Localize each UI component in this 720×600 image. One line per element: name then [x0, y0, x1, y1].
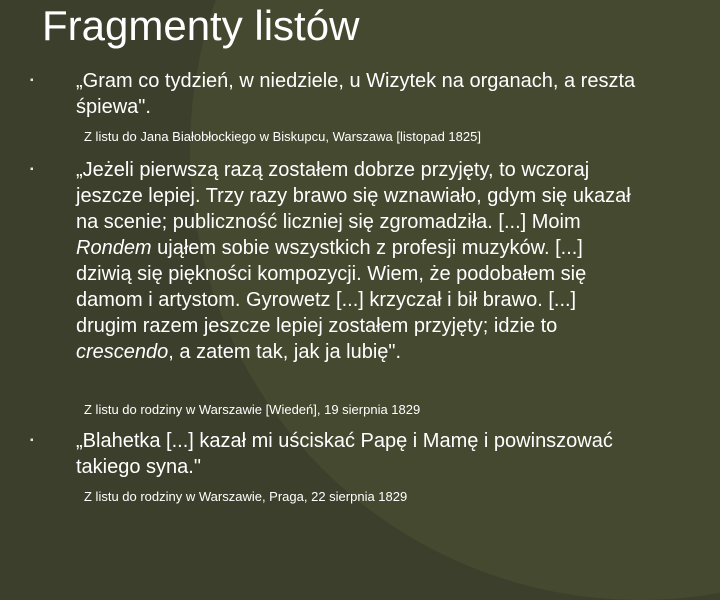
quote-3-text: „Blahetka [...] kazał mi uściskać Papę i Mamę i powinszować takiego syna." [76, 430, 613, 478]
quote-1 [30, 68, 636, 120]
quote-2-term-crescendo: crescendo [76, 341, 169, 363]
quote-2 [30, 157, 636, 365]
bullet-icon: ▪ [30, 435, 34, 446]
slide-title: Fragmenty listów [42, 2, 360, 49]
bullet-icon: ▪ [30, 75, 34, 86]
quote-1-source: Z listu do Jana Białobłockiego w Biskupcu, Warszawa [listopad 1825] [84, 129, 481, 144]
quote-2-source: Z listu do rodziny w Warszawie [Wiedeń], 19 sierpnia 1829 [84, 402, 421, 417]
bullet-icon: ▪ [30, 164, 34, 175]
quote-3 [30, 428, 636, 480]
quote-2-text-a: „Jeżeli pierwszą razą zostałem dobrze przyjęty, to wczoraj jeszcze lepiej. Trzy razy brawo się wznawiało, gdym się ukazał na scenie; publiczność liczniej się zgromadziła. [...] Moim [76, 159, 631, 233]
quote-2-title-rondo: Rondem [76, 237, 152, 259]
quote-2-text-b: ująłem sobie wszystkich z profesji muzyków. [...] dziwią się piękności kompozycji. Wiem, że podobałem się damom i artystom. Gyrowetz [...] krzyczał i bił brawo. [...] drugim razem jeszcze lepiej zostałem przyjęty; idzie to [76, 237, 587, 337]
quote-1-text: „Gram co tydzień, w niedziele, u Wizytek na organach, a reszta śpiewa". [76, 70, 636, 118]
quote-2-text-c: , a zatem tak, jak ja lubię". [168, 341, 402, 363]
quote-3-source: Z listu do rodziny w Warszawie, Praga, 22 sierpnia 1829 [84, 489, 408, 504]
